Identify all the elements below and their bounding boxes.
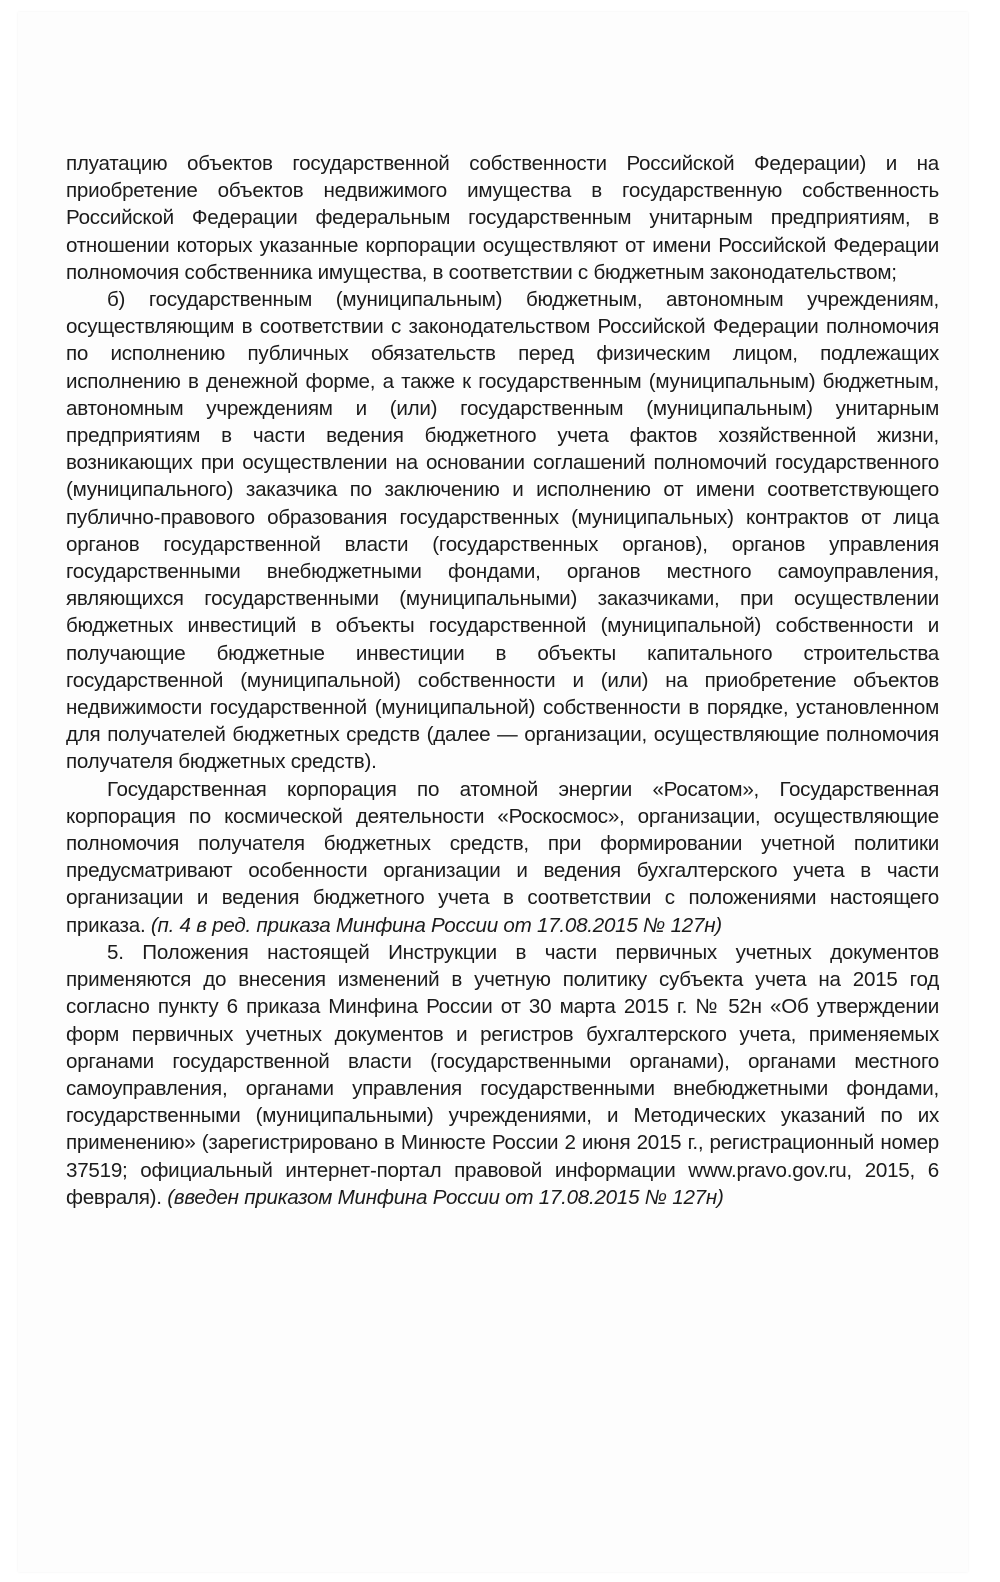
paragraph-text: плуатацию объектов государственной собственности Российской Федерации) и на приобретение объектов недвижимого имущества в государственную собственность Российской Федерации федеральным государственным унитарным предприятиям, в отношении которых указанные корпорации осуществляют от имени Российской Федерации полномочия собственника имущества, в соответствии с бюджетным законодательством; — [66, 152, 939, 284]
paragraph-continuation — [66, 150, 939, 286]
paragraph-text: б) государственным (муниципальным) бюджетным, автономным учреждениям, осуществляющим в соответствии с законодательством Российской Федерации полномочия по исполнению публичных обязательств перед физическим лицом, подлежащих исполнению в денежной форме, а также к государственным (муниципальным) бюджетным, автономным учреждениям и (или) государственным (муниципальным) унитарным предприятиям в части ведения бюджетного учета фактов хозяйственной жизни, возникающих при осуществлении на основании соглашений полномочий государственного (муниципального) заказчика по заключению и исполнению от имени соответствующего публично-правового образования государственных (муниципальных) контрактов от лица органов государственной власти (государственных органов), органов управления государственными внебюджетными фондами, органов местного самоуправления, являющихся государственными (муниципальными) заказчиками, при осуществлении бюджетных инвестиций в объекты государственной (муниципальной) собственности и получающие бюджетные инвестиции в объекты капитального строительства государственной (муниципальной) собственности и (или) на приобретение объектов недвижимости государственной (муниципальной) собственности в порядке, установленном для получателей бюджетных средств (далее — организации, осуществляющие полномочия получателя бюджетных средств). — [66, 288, 939, 774]
paragraph-text: 5. Положения настоящей Инструкции в части первичных учетных документов применяются до внесения изменений в учетную политику субъекта учета на 2015 год согласно пункту 6 приказа Минфина России от 30 марта 2015 г. № 52н «Об утверждении форм первичных учетных документов и регистров бухгалтерского учета, применяемых органами государственной власти (государственными органами), органами местного самоуправления, органами управления государственными внебюджетными фондами, государственными (муниципальными) учреждениями, и Методических указаний по их применению» (зарегистрировано в Минюсте России 2 июня 2015 г., регистрационный номер 37519; официальный интернет-портал правовой информации www.pravo.gov.ru, 2015, 6 февраля). — [66, 940, 939, 1209]
paragraph-text: Государственная корпорация по атомной энергии «Росатом», Государственная корпорация по космической деятельности «Роскосмос», организации, осуществляющие полномочия получателя бюджетных средств, при формировании учетной политики предусматривают особенности организации и ведения бухгалтерского учета в части организации и ведения бюджетного учета в соответствии с положениями настоящего приказа. — [66, 777, 939, 937]
paragraph-item-b — [66, 286, 939, 776]
document-page — [18, 12, 968, 1572]
paragraph-item-5 — [66, 939, 939, 1211]
amendment-note: (введен приказом Минфина России от 17.08.2015 № 127н) — [167, 1185, 724, 1209]
amendment-note: (п. 4 в ред. приказа Минфина России от 17.08.2015 № 127н) — [150, 913, 722, 937]
document-body — [66, 150, 939, 1211]
paragraph-corporations — [66, 776, 939, 939]
